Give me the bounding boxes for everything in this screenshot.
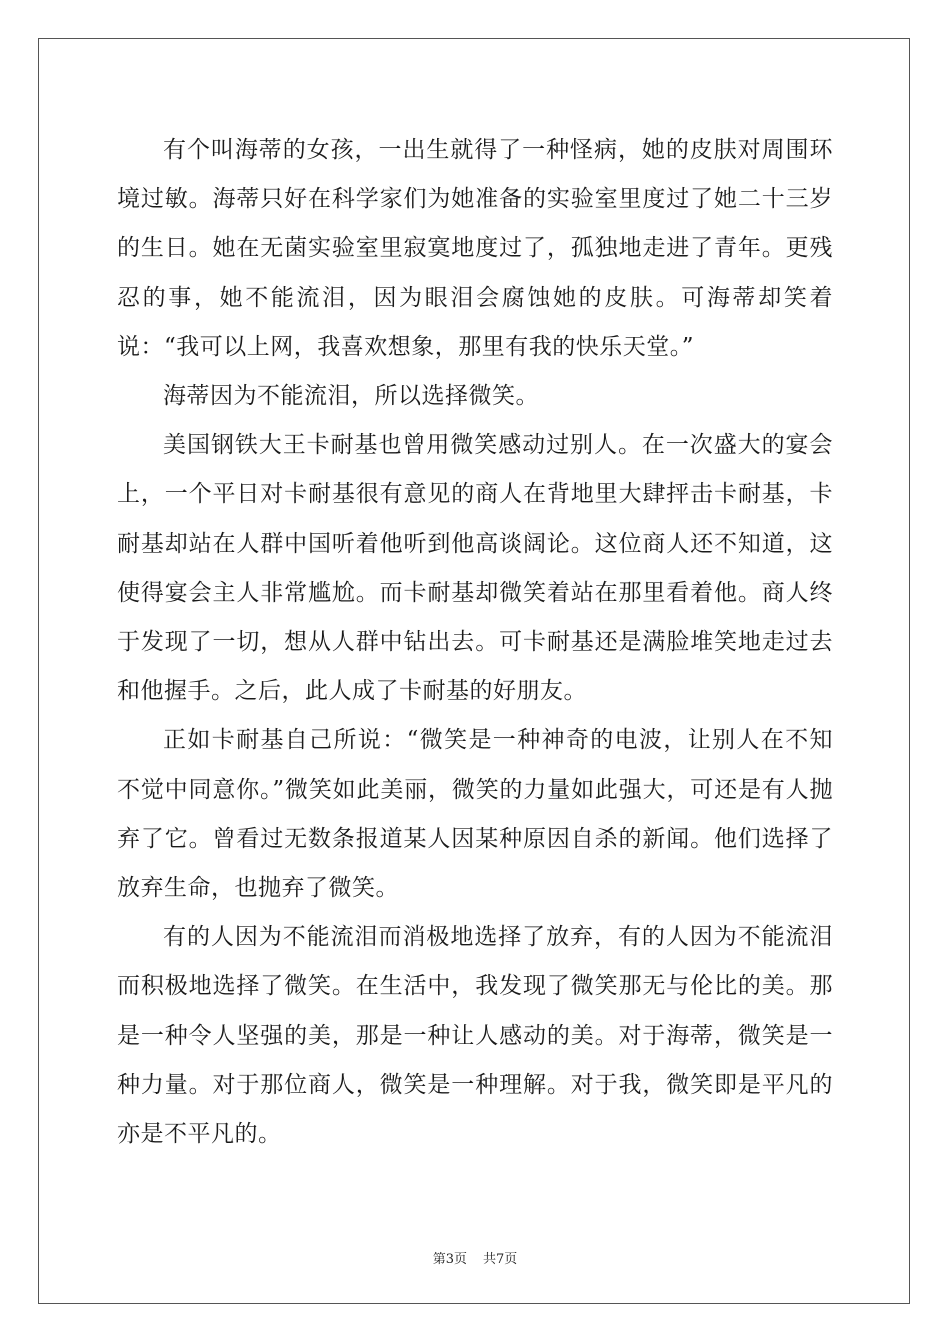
- page-number-current: 第3页: [432, 1252, 467, 1267]
- document-body: [117, 126, 833, 1159]
- paragraph-1: 有个叫海蒂的女孩，一出生就得了一种怪病，她的皮肤对周围环境过敏。海蒂只好在科学家们为她准备的实验室里度过了她二十三岁的生日。她在无菌实验室里寂寞地度过了，孤独地走进了青年。更残忍的事，她不能流泪，因为眼泪会腐蚀她的皮肤。可海蒂却笑着说：“我可以上网，我喜欢想象，那里有我的快乐天堂。”: [117, 137, 833, 360]
- page-footer: [0, 1248, 950, 1267]
- paragraph-2: 海蒂因为不能流泪，所以选择微笑。: [163, 383, 539, 410]
- paragraph-3: 美国钢铁大王卡耐基也曾用微笑感动过别人。在一次盛大的宴会上，一个平日对卡耐基很有意见的商人在背地里大肆抨击卡耐基，卡耐基却站在人群中国听着他听到他高谈阔论。这位商人还不知道，这使得宴会主人非常尴尬。而卡耐基却微笑着站在那里看着他。商人终于发现了一切，想从人群中钻出去。可卡耐基还是满脸堆笑地走过去和他握手。之后，此人成了卡耐基的好朋友。: [117, 432, 833, 705]
- page-number-total: 共7页: [483, 1252, 518, 1267]
- paragraph-5: 有的人因为不能流泪而消极地选择了放弃，有的人因为不能流泪而积极地选择了微笑。在生活中，我发现了微笑那无与伦比的美。那是一种令人坚强的美，那是一种让人感动的美。对于海蒂，微笑是一种力量。对于那位商人，微笑是一种理解。对于我，微笑即是平凡的亦是不平凡的。: [117, 924, 833, 1148]
- paragraph-4: 正如卡耐基自己所说：“微笑是一种神奇的电波，让别人在不知不觉中同意你。”微笑如此美丽，微笑的力量如此强大，可还是有人抛弃了它。曾看过无数条报道某人因某种原因自杀的新闻。他们选择了放弃生命，也抛弃了微笑。: [117, 727, 833, 902]
